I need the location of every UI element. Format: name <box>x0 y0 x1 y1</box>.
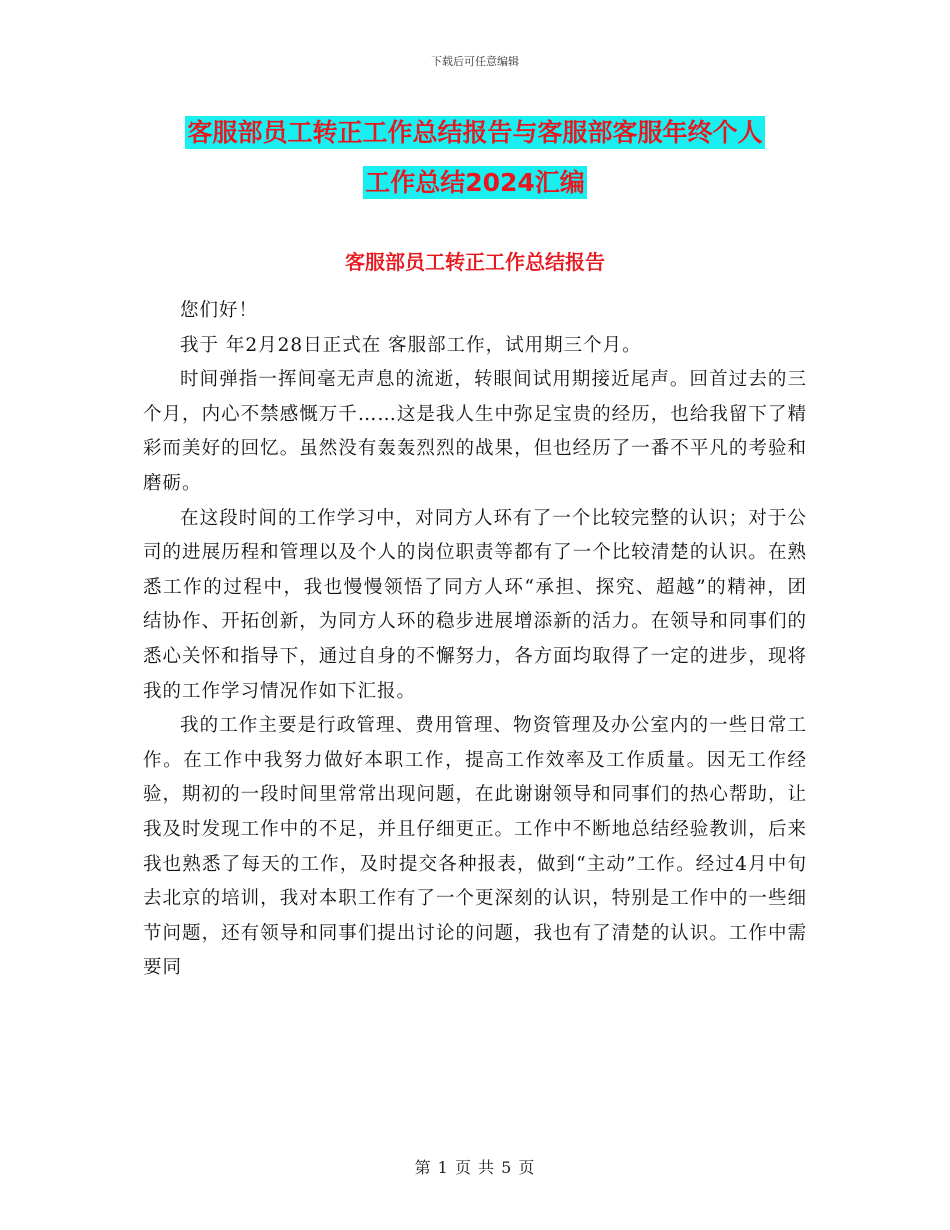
page-number: 第 1 页 共 5 页 <box>414 1158 536 1177</box>
page-header-note: 下载后可任意编辑 <box>431 55 519 68</box>
paragraph-work-duties: 我的工作主要是行政管理、费用管理、物资管理及办公室内的一些日常工作。在工作中我努力做好本职工作，提高工作效率及工作质量。因无工作经验，期初的一段时间里常常出现问题，在此谢谢领导和同事们的热心帮助，让我及时发现工作中的不足，并且仔细更正。工作中不断地总结经验教训，后来我也熟悉了每天的工作，及时提交各种报表，做到“主动”工作。经过4月中旬去北京的培训，我对本职工作有了一个更深刻的认识，特别是工作中的一些细节问题，还有领导和同事们提出讨论的问题，我也有了清楚的认识。工作中需要同 <box>143 715 807 979</box>
document-body <box>143 294 807 986</box>
paragraph-greeting: 您们好！ <box>180 300 259 321</box>
section-heading: 客服部员工转正工作总结报告 <box>345 250 605 274</box>
document-title <box>150 108 800 208</box>
document-title-line-1: 客服部员工转正工作总结报告与客服部客服年终个人 <box>187 118 763 147</box>
paragraph-learning: 在这段时间的工作学习中，对同方人环有了一个比较完整的认识；对于公司的进展历程和管理以及个人的岗位职责等都有了一个比较清楚的认识。在熟悉工作的过程中，我也慢慢领悟了同方人环“承担、探究、超越”的精神，团结协作、开拓创新，为同方人环的稳步进展增添新的活力。在领导和同事们的悉心关怀和指导下，通过自身的不懈努力，各方面均取得了一定的进步，现将我的工作学习情况作如下汇报。 <box>143 507 807 702</box>
paragraph-reflection: 时间弹指一挥间毫无声息的流逝，转眼间试用期接近尾声。回首过去的三个月，内心不禁感慨万千……这是我人生中弥足宝贵的经历，也给我留下了精彩而美好的回忆。虽然没有轰轰烈烈的战果，但也经历了一番不平凡的考验和磨砺。 <box>143 369 807 494</box>
paragraph-start-date: 我于 年2月28日正式在 客服部工作，试用期三个月。 <box>180 334 642 356</box>
document-title-line-2: 工作总结2024汇编 <box>365 168 585 197</box>
